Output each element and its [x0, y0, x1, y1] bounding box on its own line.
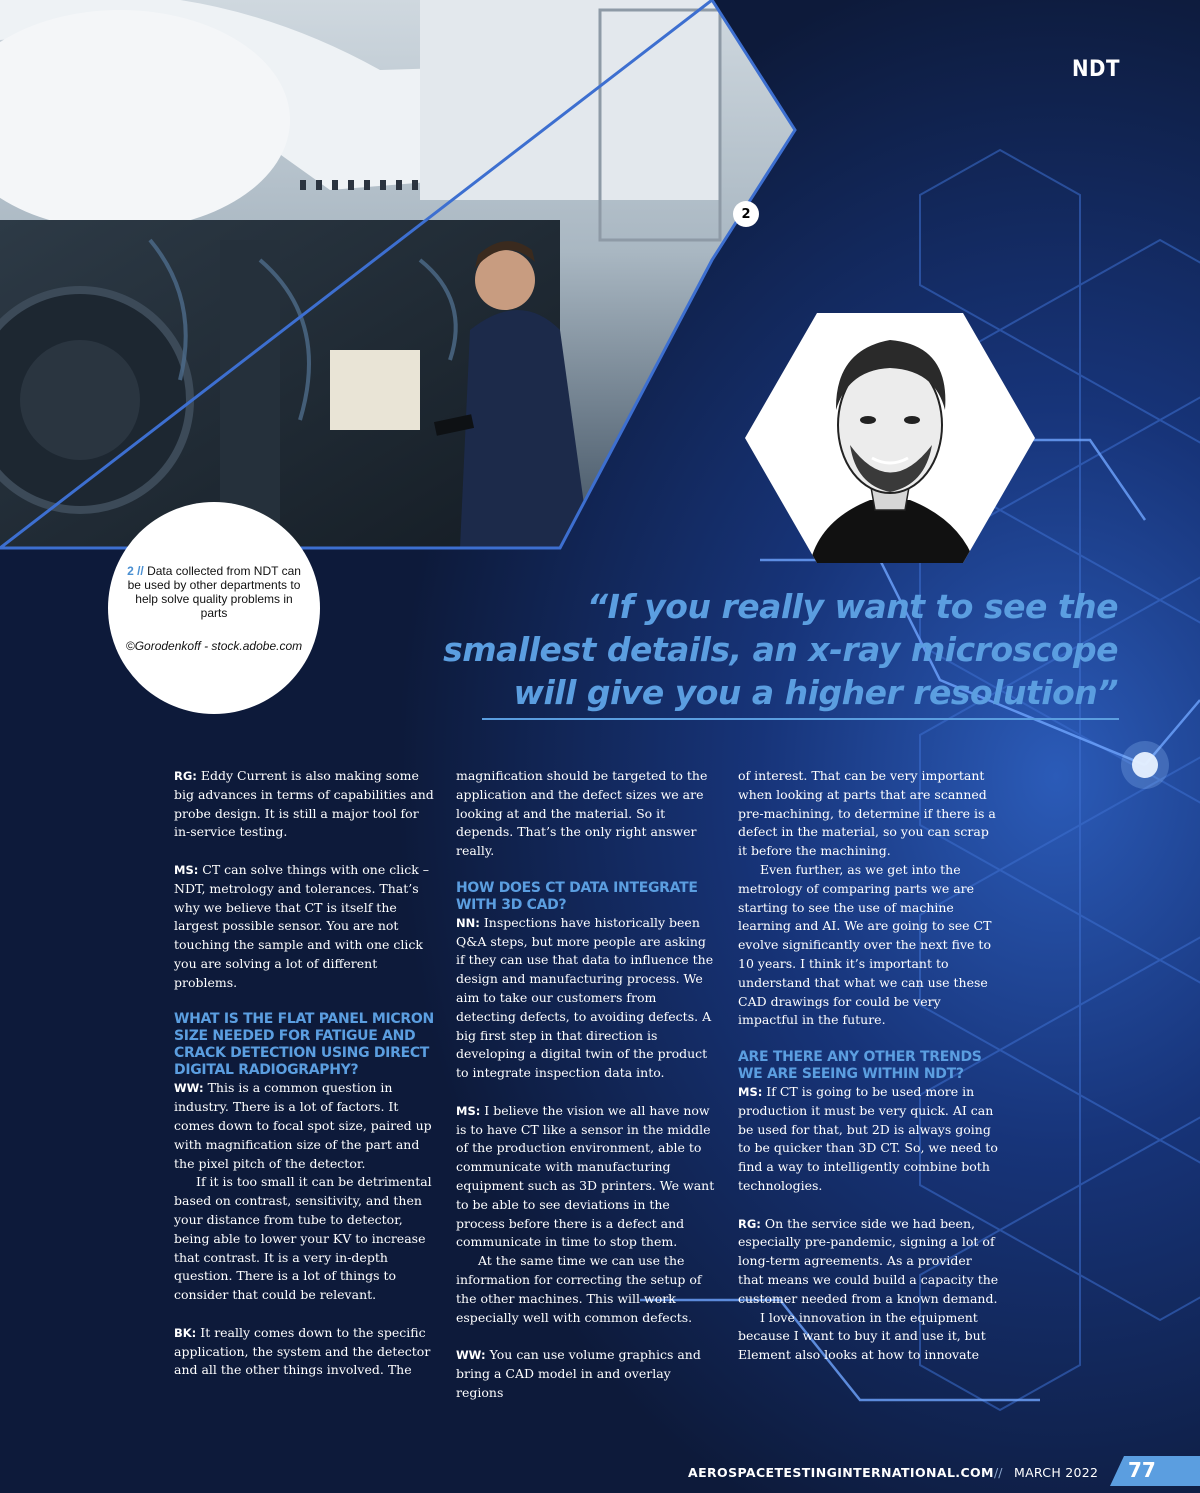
caption-text: Data collected from NDT can be used by other departments to help solve quality problems in parts	[127, 564, 301, 620]
paragraph	[174, 1079, 436, 1173]
paragraph-text: If CT is going to be used more in production it must be very quick. AI can be used for that, but 2D is always going to be quicker than 3D CT. So, we need to find a way to intelligently combine both technologies.	[738, 1083, 998, 1193]
paragraph-text: On the service side we had been, especially pre-pandemic, signing a lot of long-term agreements. As a provider that means we could build a capacity the customer needed from a known demand.	[738, 1215, 999, 1306]
paragraph-text: You can use volume graphics and bring a CAD model in and overlay regions	[456, 1347, 701, 1400]
photo-caption	[108, 502, 320, 714]
article-column-3	[738, 767, 1000, 1384]
footer-separator: //	[994, 1465, 1003, 1480]
photo-number-badge: 2	[733, 201, 759, 227]
pull-quote	[358, 585, 1118, 714]
paragraph	[174, 861, 436, 993]
section-heading: WHAT IS THE FLAT PANEL MICRON SIZE NEEDED FOR FATIGUE AND CRACK DETECTION USING DIRECT DIGITAL RADIOGRAPHY?	[174, 1011, 434, 1079]
pull-quote-line-3: will give you a higher resolution”	[513, 673, 1118, 712]
pull-quote-line-2: smallest details, an x-ray microscope	[443, 630, 1118, 669]
paragraph	[174, 767, 436, 842]
paragraph-text: I believe the vision we all have now is to have CT like a sensor in the middle of the production environment, able to communicate with manufacturing equipment such as 3D printers. We want to be able to see deviations in the process before there is a defect and communicate in time to stop them.	[456, 1102, 715, 1250]
paragraph: Even further, as we get into the metrology of comparing parts we are starting to see the use of machine learning and AI. We are going to see CT evolve significantly over the next five to 10 years. I think it’s important to understand that what we can use these CAD drawings for could be very impactful in the future.	[738, 861, 992, 1028]
paragraph: At the same time we can use the information for correcting the setup of the other machines. This will work especially well with common defects.	[456, 1253, 702, 1325]
speaker-initials: MS:	[174, 862, 199, 877]
speaker-initials: RG:	[738, 1216, 761, 1231]
paragraph-text: This is a common question in industry. There is a lot of factors. It comes down to focal spot size, paired up with magnification size of the part and the pixel pitch of the detector.	[174, 1080, 432, 1171]
caption-number: 2 //	[127, 564, 144, 578]
section-heading: HOW DOES CT DATA INTEGRATE WITH 3D CAD?	[456, 879, 698, 913]
footer-issue-date: MARCH 2022	[1014, 1465, 1099, 1480]
article-column-2	[456, 767, 718, 1421]
footer-website: AEROSPACETESTINGINTERNATIONAL.COM	[688, 1465, 994, 1480]
section-heading: ARE THERE ANY OTHER TRENDS WE ARE SEEING WITHIN NDT?	[738, 1048, 982, 1082]
paragraph: of interest. That can be very important when looking at parts that are scanned pre-machining, to determine if there is a defect in the material, so you can scrap it before the machining.	[738, 768, 996, 859]
paragraph	[456, 1346, 718, 1402]
paragraph-text: Inspections have historically been Q&A steps, but more people are asking if they can use that data to influence the design and manufacturing process. We aim to take our customers from detecting defects, to avoiding defects. A big first step in that direction is developing a digital twin of the product to integrate inspection data into.	[456, 914, 714, 1081]
article-column-1	[174, 767, 436, 1399]
page-number: 77	[1128, 1458, 1156, 1482]
speaker-initials: BK:	[174, 1325, 197, 1340]
paragraph-text: Eddy Current is also making some big advances in terms of capabilities and probe design. It is still a major tool for in-service testing.	[174, 768, 434, 840]
speaker-initials: NN:	[456, 915, 480, 930]
paragraph	[456, 914, 718, 1083]
section-tag: NDT	[1071, 57, 1120, 82]
pull-quote-underline	[482, 718, 1119, 720]
paragraph	[174, 1324, 436, 1380]
speaker-initials: RG:	[174, 769, 197, 783]
paragraph	[738, 1215, 1000, 1309]
caption-credit: ©Gorodenkoff - stock.adobe.com	[125, 639, 303, 653]
pull-quote-line-1: “If you really want to see the	[586, 587, 1118, 626]
speaker-initials: MS:	[456, 1103, 481, 1118]
paragraph: magnification should be targeted to the application and the defect sizes we are looking at and the material. So it depends. That’s the only right answer really.	[456, 768, 708, 859]
paragraph: If it is too small it can be detrimental based on contrast, sensitivity, and then your distance from tube to detector, being able to lower your KV to increase that contrast. It is a very in-depth question. There is a lot of things to consider that could be relevant.	[174, 1174, 432, 1303]
speaker-initials: WW:	[456, 1348, 486, 1363]
caption-text-block	[122, 564, 306, 620]
speaker-initials: MS:	[738, 1084, 763, 1099]
paragraph	[738, 1083, 1000, 1196]
paragraph: I love innovation in the equipment because I want to buy it and use it, but Element also looks at how to innovate	[738, 1309, 986, 1363]
speaker-initials: WW:	[174, 1081, 204, 1096]
paragraph-text: It really comes down to the specific application, the system and the detector and all the other things involved. The	[174, 1324, 431, 1378]
paragraph	[456, 1102, 718, 1252]
paragraph-text: CT can solve things with one click – NDT, metrology and tolerances. That’s why we believe that CT is itself the largest possible sensor. You are not touching the sample and with one click you are solving a lot of different problems.	[174, 861, 430, 990]
